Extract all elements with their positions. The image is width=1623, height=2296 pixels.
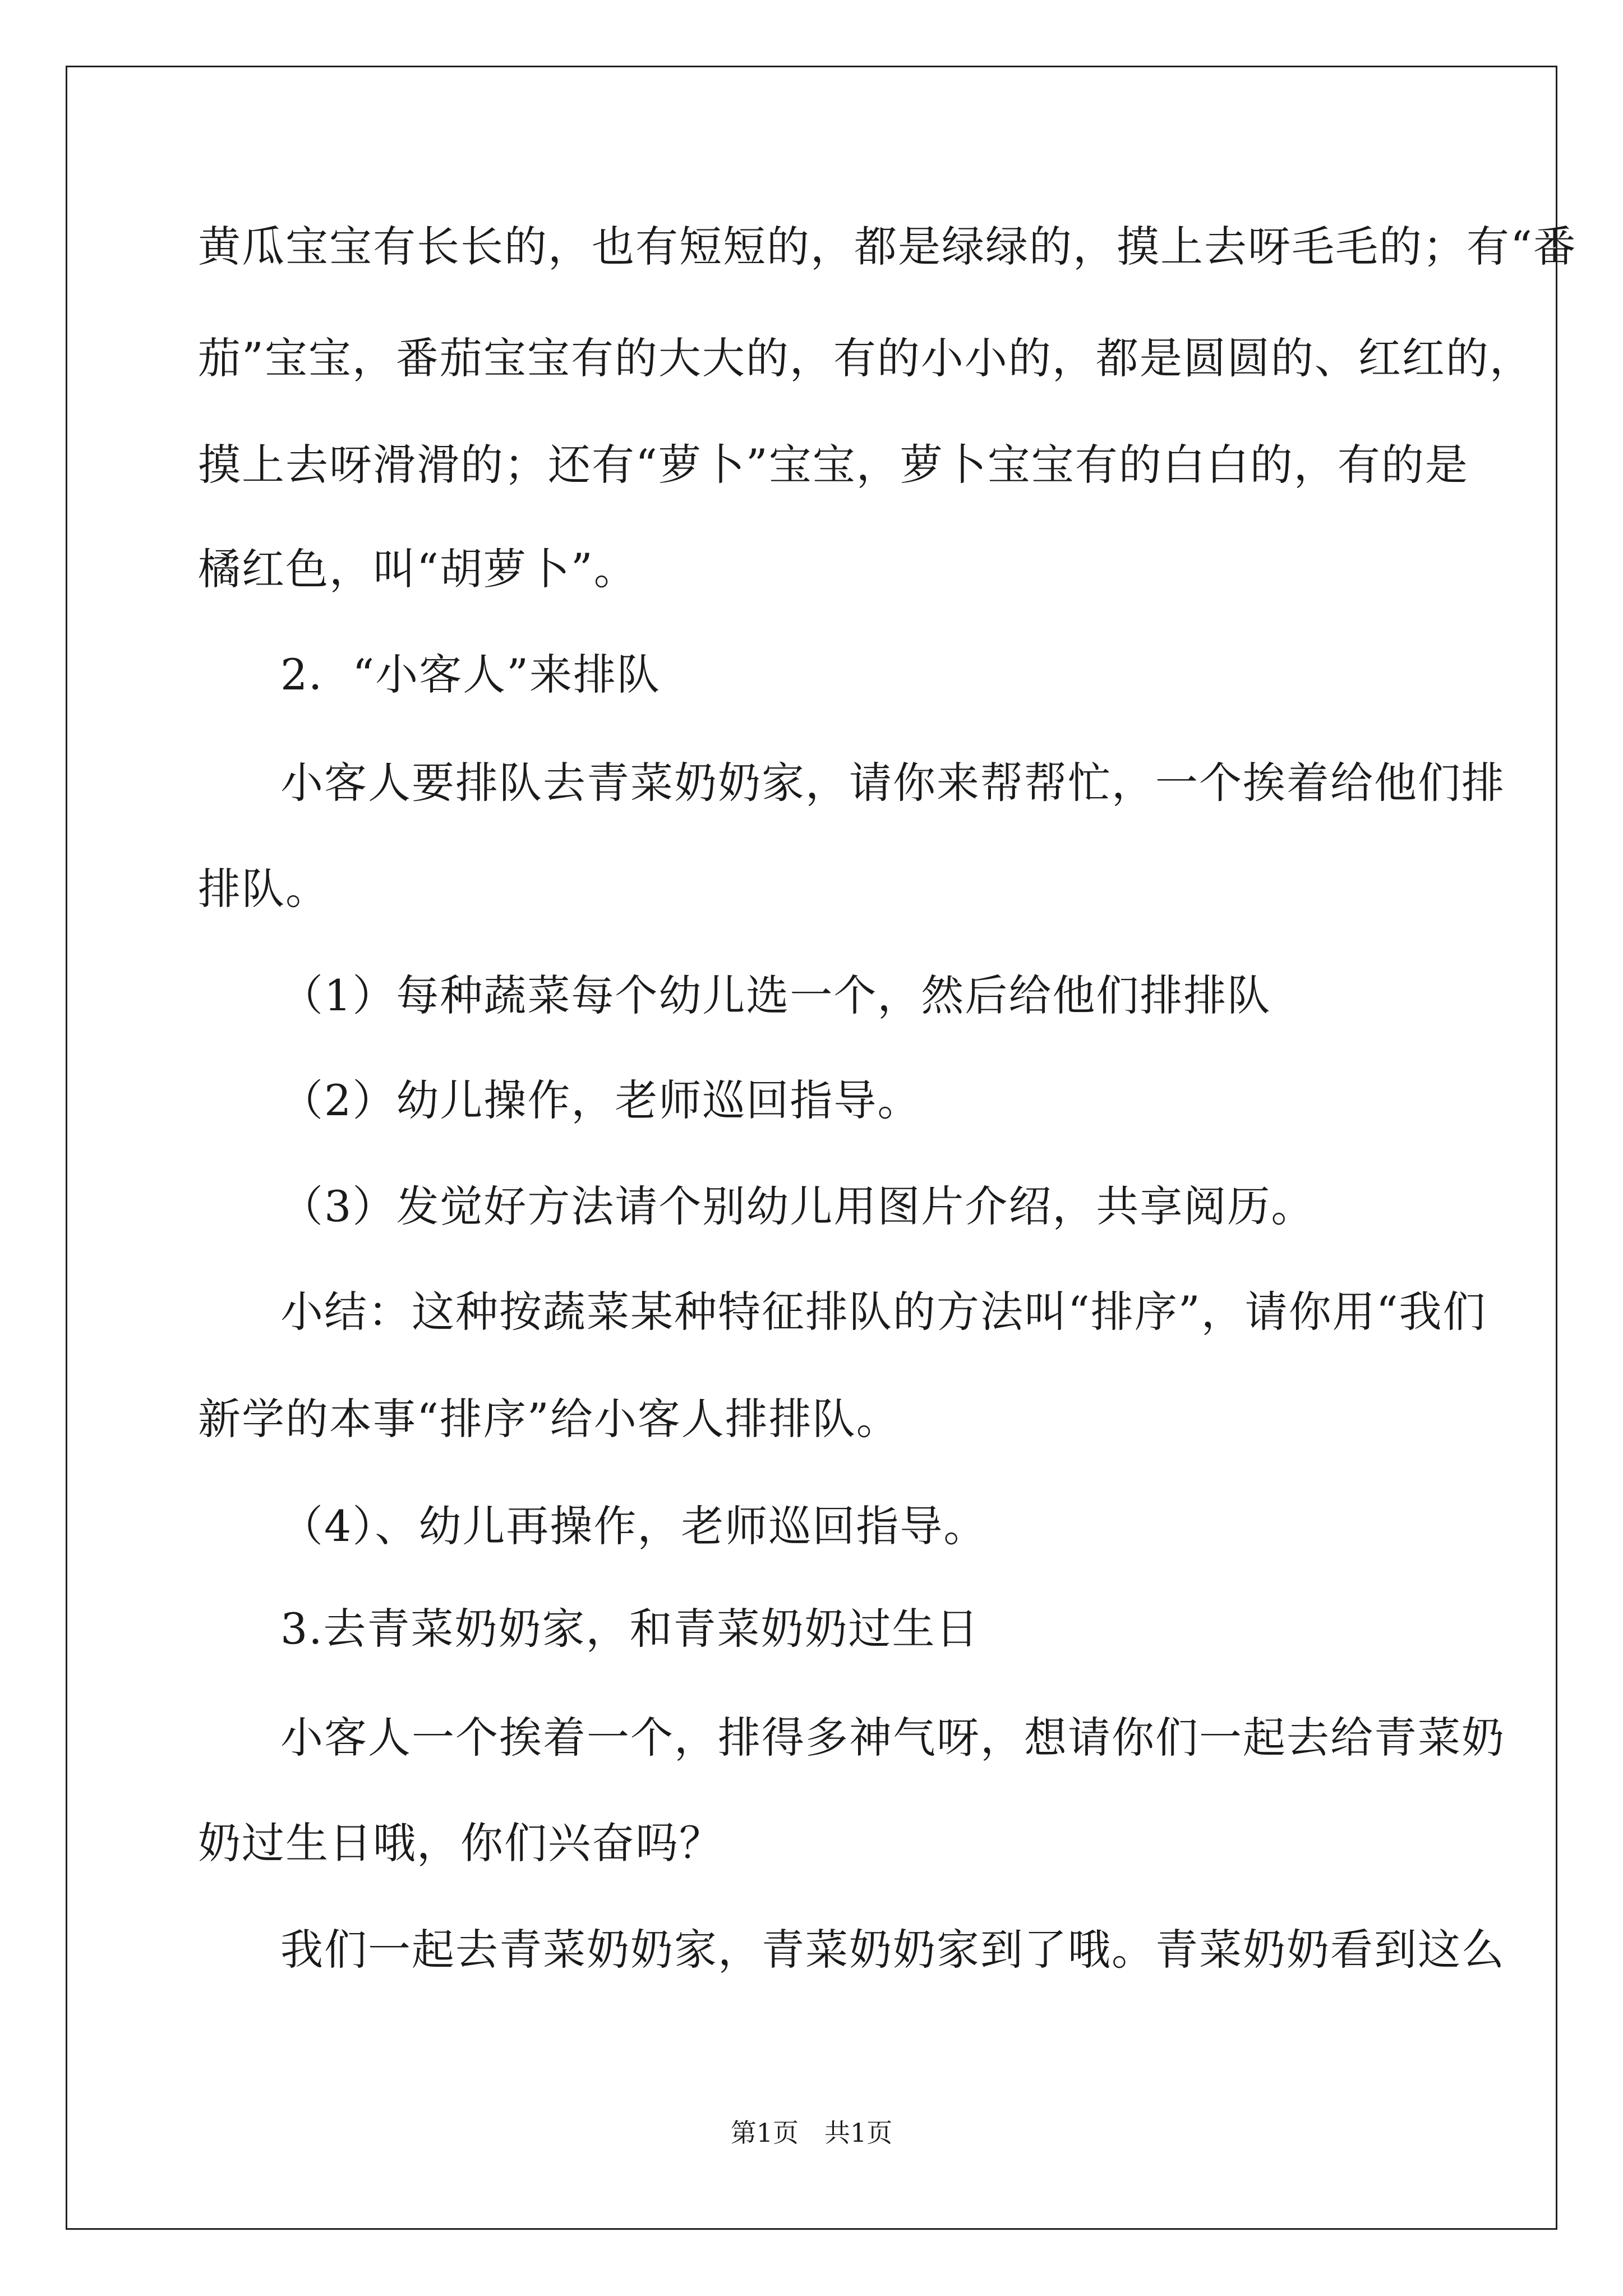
page-number-footer: 第1页 共1页 [730, 2118, 893, 2148]
list-item-2: （2）幼儿操作，老师巡回指导。 [280, 1075, 921, 1125]
text-line-1: 黄瓜宝宝有长长的，也有短短的，都是绿绿的，摸上去呀毛毛的；有“番 [198, 222, 1577, 272]
text-line-15: 小客人一个挨着一个，排得多神气呀，想请你们一起去给青菜奶 [280, 1713, 1505, 1763]
list-item-4: （4）、幼儿再操作，老师巡回指导。 [280, 1501, 988, 1551]
text-line-3: 摸上去呀滑滑的；还有“萝卜”宝宝，萝卜宝宝有的白白的，有的是 [198, 440, 1469, 490]
summary-line-2: 新学的本事“排序”给小客人排排队。 [198, 1394, 900, 1444]
text-line-2: 茄”宝宝，番茄宝宝有的大大的，有的小小的，都是圆圆的、红红的， [198, 333, 1533, 383]
text-line-4: 橘红色，叫“胡萝卜”。 [198, 544, 638, 594]
section-heading-2: 2．“小客人”来排队 [280, 650, 661, 700]
list-item-1: （1）每种蔬菜每个幼儿选一个，然后给他们排排队 [280, 970, 1271, 1020]
page-border [66, 66, 1577, 2230]
section-heading-3: 3.去青菜奶奶家，和青菜奶奶过生日 [280, 1604, 980, 1654]
text-line-17: 我们一起去青菜奶奶家，青菜奶奶家到了哦。青菜奶奶看到这么 [280, 1925, 1505, 1975]
text-line-6: 小客人要排队去青菜奶奶家，请你来帮帮忙，一个挨着给他们排 [280, 758, 1505, 808]
list-item-3: （3）发觉好方法请个别幼儿用图片介绍，共享阅历。 [280, 1181, 1315, 1231]
summary-line-1: 小结：这种按蔬菜某种特征排队的方法叫“排序”，请你用“我们 [280, 1287, 1487, 1337]
text-line-7: 排队。 [198, 864, 329, 914]
text-line-16: 奶过生日哦，你们兴奋吗？ [198, 1818, 723, 1868]
